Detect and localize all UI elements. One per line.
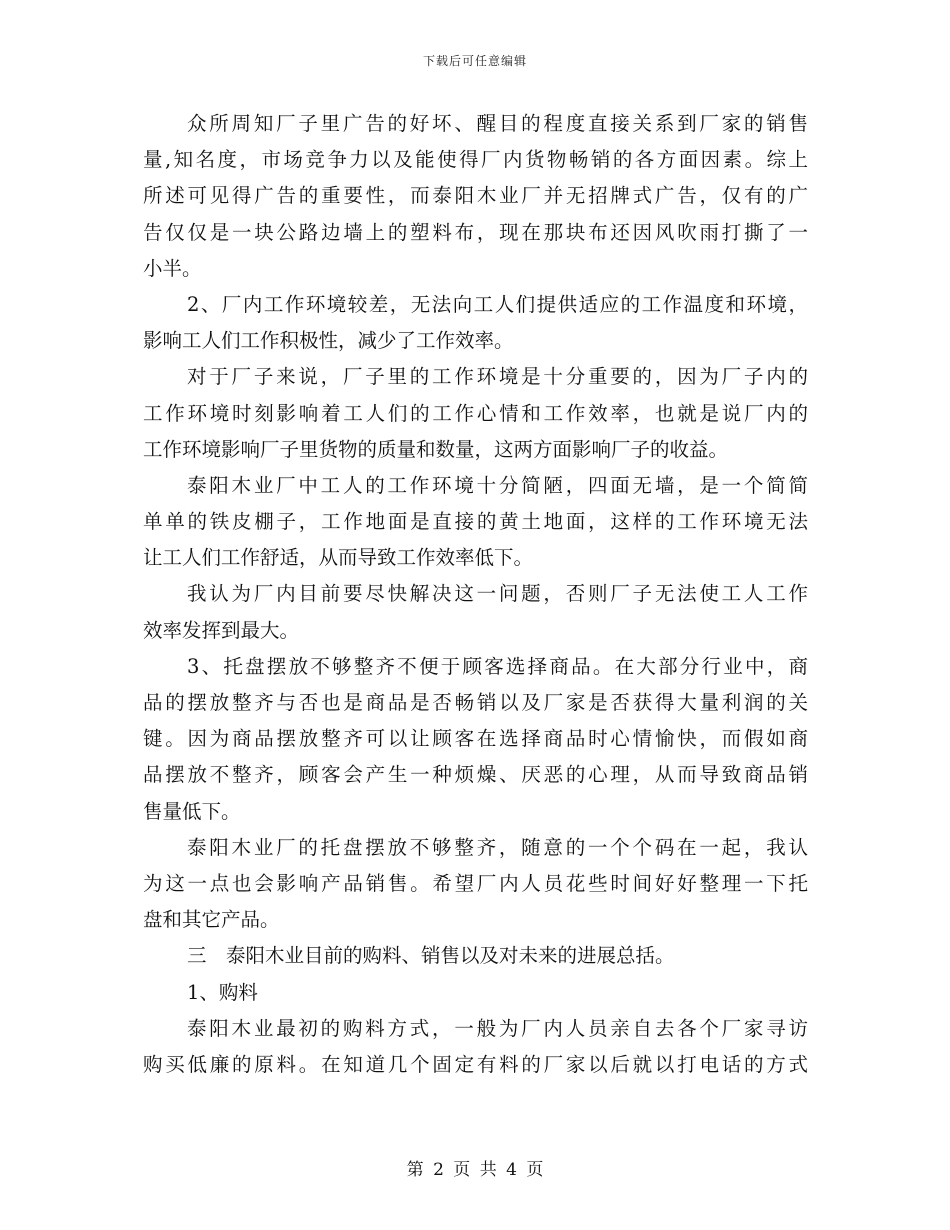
text-line: 泰阳木业厂的托盘摆放不够整齐，随意的一个个码在一起，我认: [187, 835, 808, 859]
text-line: 我认为厂内目前要尽快解决这一问题，否则厂子无法使工人工作: [187, 582, 808, 606]
text-line: 工作环境影响厂子里货物的质量和数量，这两方面影响厂子的收益。: [143, 437, 729, 461]
text-line: 购买低廉的原料。在知道几个固定有料的厂家以后就以打电话的方式: [143, 1052, 808, 1076]
page-header: 下载后可任意编辑: [422, 54, 527, 68]
text-line: 效率发挥到最大。: [143, 618, 300, 642]
text-line: 小半。: [143, 256, 202, 280]
text-line: 对于厂子来说，厂子里的工作环境是十分重要的，因为厂子内的: [187, 365, 808, 389]
text-line: 为这一点也会影响产品销售。希望厂内人员花些时间好好整理一下托: [143, 871, 808, 895]
text-line: 泰阳木业最初的购料方式，一般为厂内人员亲自去各个厂家寻访: [187, 1016, 808, 1040]
text-line: 所述可见得广告的重要性，而泰阳木业厂并无招牌式广告，仅有的广: [143, 184, 808, 208]
text-line: 1、购料: [187, 980, 258, 1004]
text-line: 众所周知厂子里广告的好坏、醒目的程度直接关系到厂家的销售: [187, 112, 808, 135]
text-line: 品摆放不整齐，顾客会产生一种烦燥、厌恶的心理，从而导致商品销: [143, 763, 808, 787]
text-line: 量,知名度，市场竞争力以及能使得厂内货物畅销的各方面因素。综上: [143, 148, 808, 172]
text-line: 让工人们工作舒适，从而导致工作效率低下。: [143, 546, 534, 570]
text-line: 品的摆放整齐与否也是商品是否畅销以及厂家是否获得大量利润的关: [143, 691, 808, 714]
text-line: 影响工人们工作积极性，减少了工作效率。: [143, 329, 514, 353]
text-line: 2、厂内工作环境较差，无法向工人们提供适应的工作温度和环境，: [187, 292, 808, 316]
text-line: 单单的铁皮棚子，工作地面是直接的黄土地面，这样的工作环境无法: [143, 510, 808, 534]
text-line: 3、托盘摆放不够整齐不便于顾客选择商品。在大部分行业中，商: [187, 654, 808, 678]
text-line: 售量低下。: [143, 799, 241, 823]
text-line: 键。因为商品摆放整齐可以让顾客在选择商品时心情愉快，而假如商: [143, 727, 808, 751]
text-line: 盘和其它产品。: [143, 908, 280, 932]
text-line: 告仅仅是一块公路边墙上的塑料布，现在那块布还因风吹雨打撕了一: [143, 220, 808, 244]
text-line: 三 泰阳木业目前的购料、销售以及对未来的进展总括。: [187, 944, 675, 968]
document-body: [143, 106, 808, 1083]
page-footer: 第 2 页 共 4 页: [406, 1160, 544, 1180]
text-line: 工作环境时刻影响着工人们的工作心情和工作效率，也就是说厂内的: [143, 401, 808, 425]
text-line: 泰阳木业厂中工人的工作环境十分简陋，四面无墙，是一个简简: [187, 473, 808, 497]
